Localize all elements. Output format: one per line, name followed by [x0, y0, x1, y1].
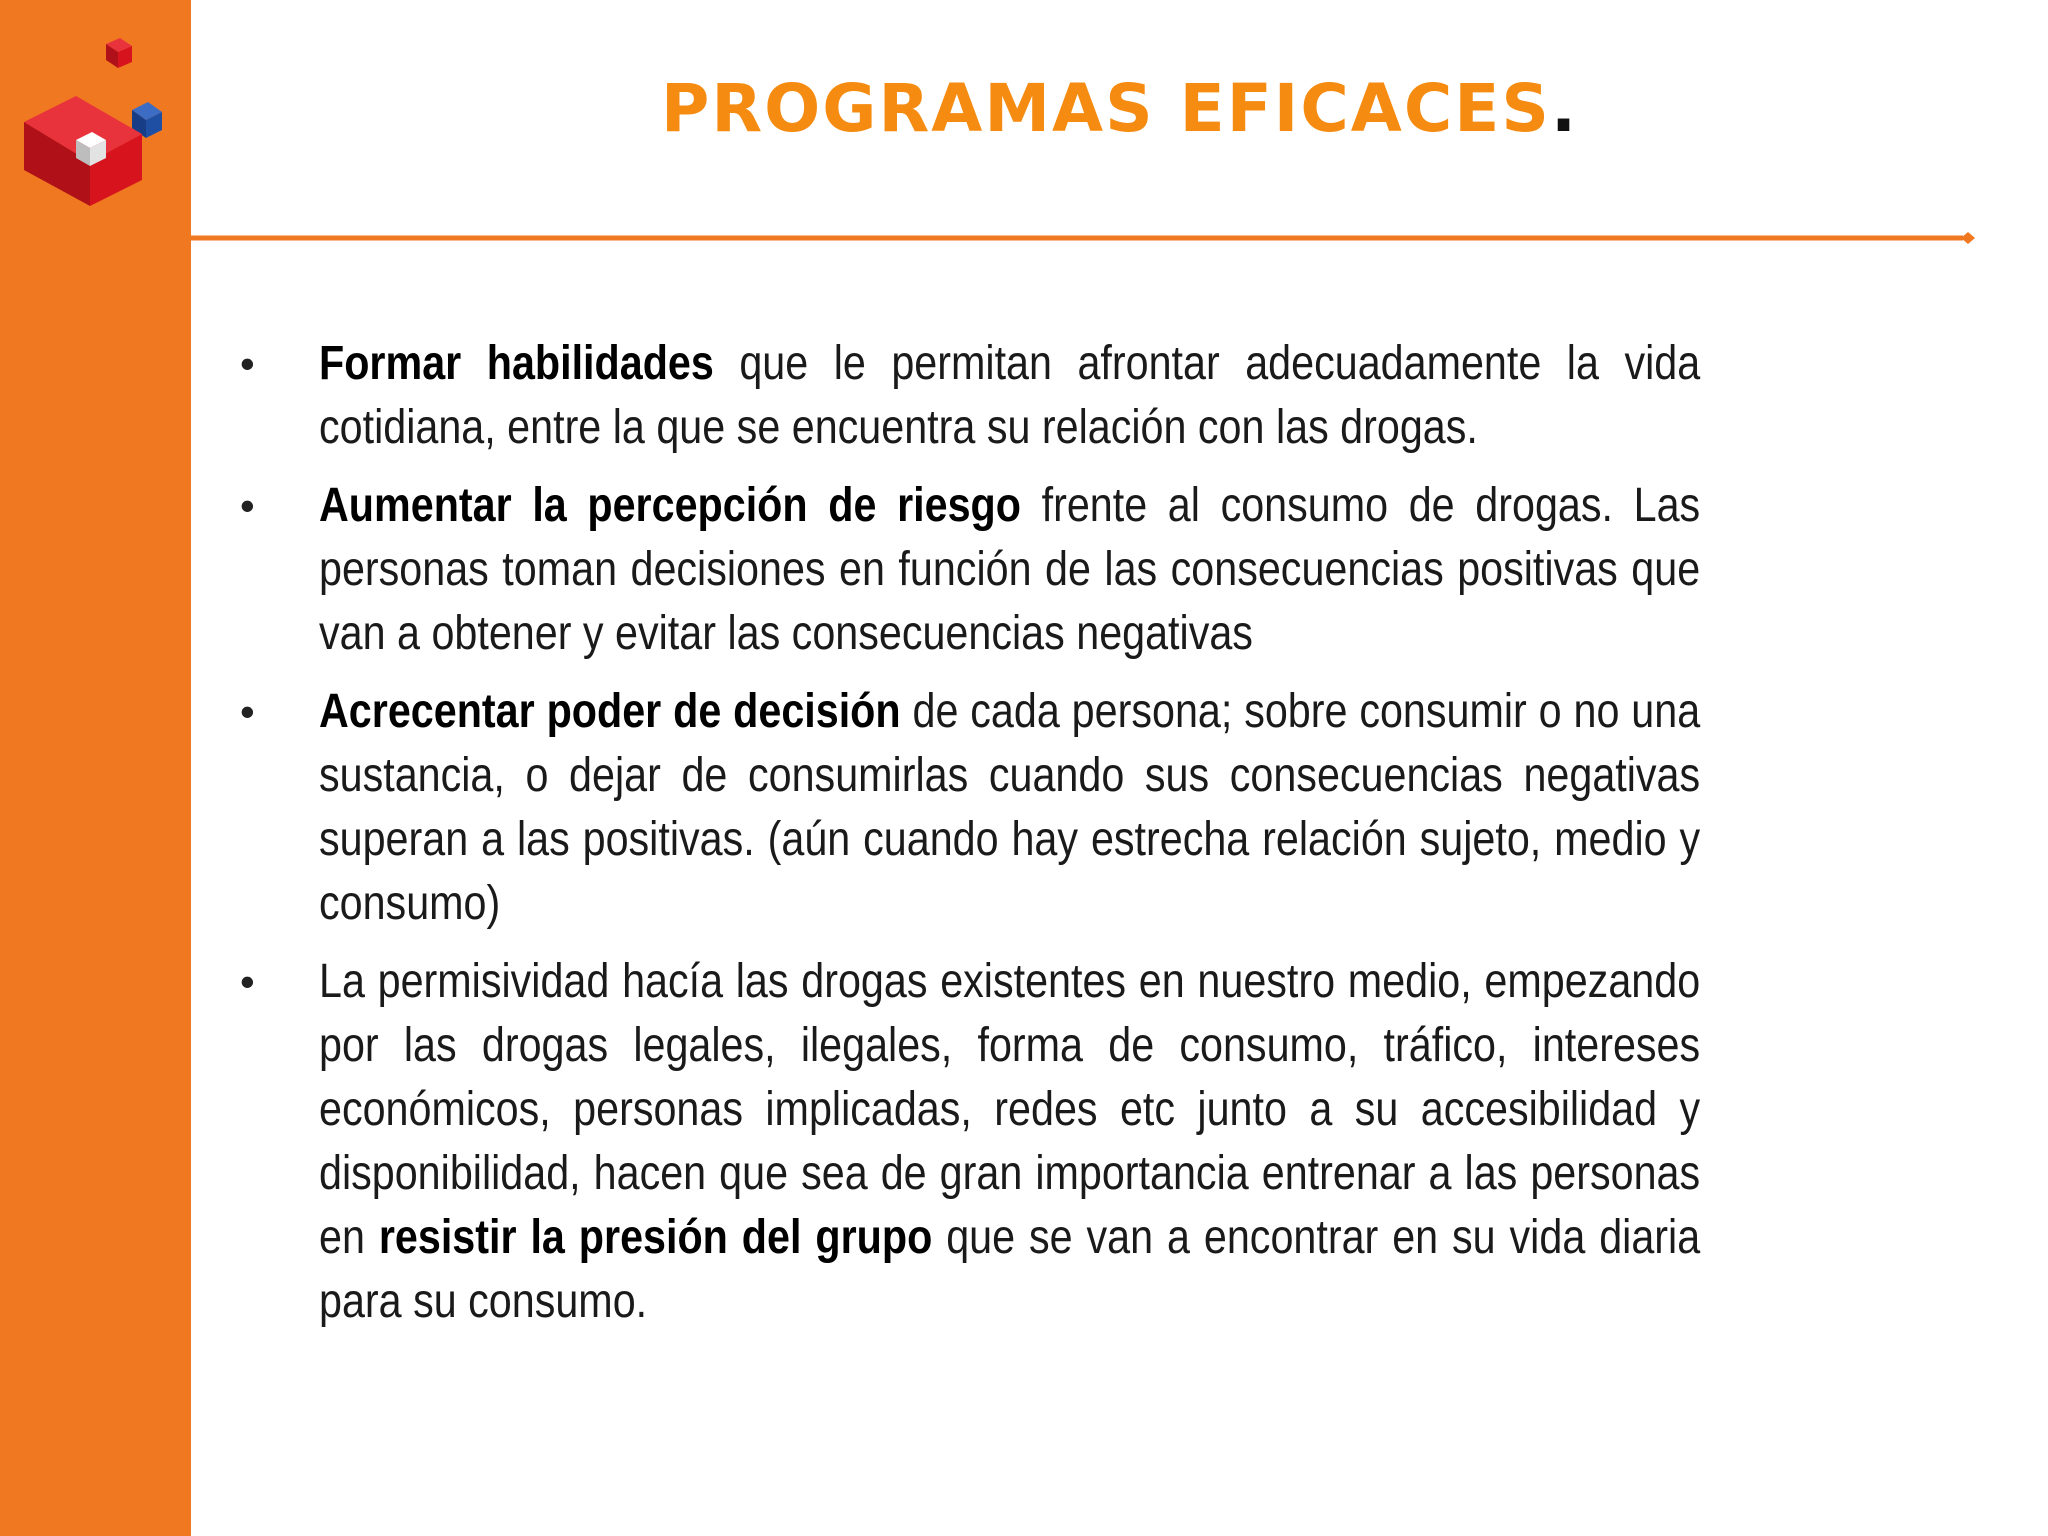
bullet-item: [230, 950, 1925, 1334]
bullet-phrase: frente al consumo de drogas. Las personas toman decisiones en función de las consecuencias positivas que van a obtener y evitar las consecuencias negativas: [319, 479, 1701, 660]
bullet-bold-phrase: Acrecentar poder de decisión: [319, 685, 901, 738]
bullet-text: [319, 950, 1700, 1334]
title-divider: [191, 228, 1975, 248]
orange-sidebar: [0, 0, 191, 1536]
bullet-mark: •: [240, 482, 255, 529]
bullet-mark: •: [240, 340, 255, 387]
slide-title-text: PROGRAMAS EFICACES: [660, 70, 1551, 147]
bullet-mark: •: [240, 958, 255, 1005]
bullet-text: [319, 332, 1700, 460]
bullet-bold-phrase: Formar habilidades: [319, 337, 714, 390]
bullet-phrase: de cada persona; sobre consumir o no una sustancia, o dejar de consumirlas cuando sus consecuencias negativas superan a las positivas. (aún cuando hay estrecha relación sujeto, medio y consumo): [319, 685, 1701, 930]
bullet-phrase: que le permitan afrontar adecuadamente la vida cotidiana, entre la que se encuentra su relación con las drogas.: [319, 337, 1701, 454]
bullet-list: [230, 332, 1925, 1348]
slide-title-period: .: [1550, 70, 1579, 147]
bullet-item: [230, 474, 1925, 666]
bullet-item: [230, 680, 1925, 936]
bullet-text: [319, 680, 1700, 936]
bullet-phrase: La permisividad hacía las drogas existentes en nuestro medio, empezando por las drogas legales, ilegales, forma de consumo, tráfico, intereses económicos, personas implicadas, redes etc junto a su accesibilidad y disponibilidad, hacen que sea de gran importancia entrenar a las personas en: [319, 955, 1701, 1264]
slide-title: [191, 70, 2048, 147]
bullet-bold-phrase: Aumentar la percepción de riesgo: [319, 479, 1021, 532]
cubes-logo-icon: [14, 30, 174, 210]
bullet-text: [319, 474, 1700, 666]
bullet-bold-phrase: resistir la presión del grupo: [378, 1211, 933, 1264]
bullet-mark: •: [240, 688, 255, 735]
bullet-phrase: que se van a encontrar en su vida diaria para su consumo.: [319, 1211, 1701, 1328]
bullet-item: [230, 332, 1925, 460]
